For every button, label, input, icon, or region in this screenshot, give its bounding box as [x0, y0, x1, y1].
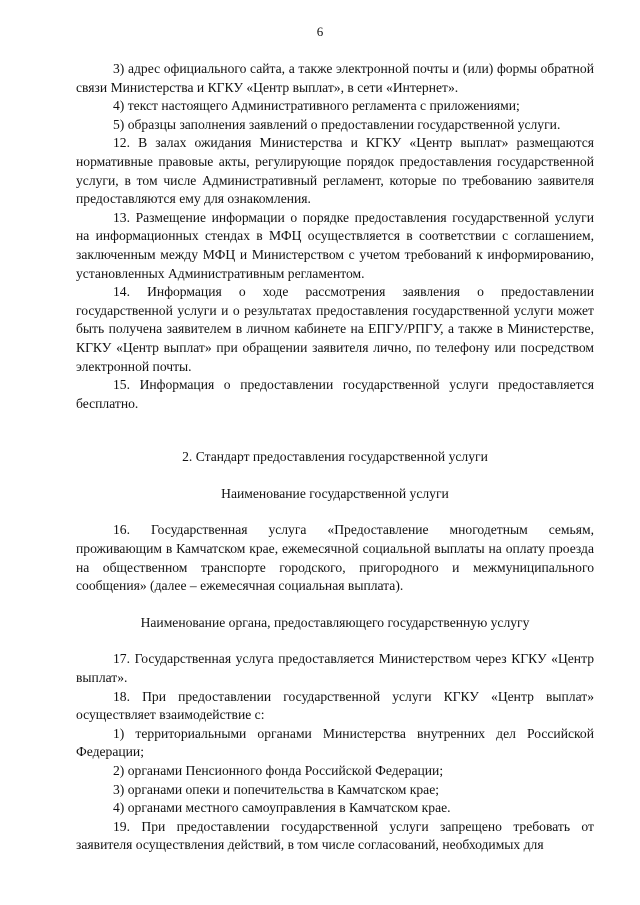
paragraph: 17. Государственная услуга предоставляется Министерством через КГКУ «Центр выплат».	[76, 651, 594, 686]
paragraph: 4) текст настоящего Административного регламента с приложениями;	[113, 98, 520, 114]
paragraph: 1) территориальными органами Министерства внутренних дел Российской Федерации;	[76, 725, 594, 760]
spacer	[76, 467, 594, 485]
paragraph: 14. Информация о ходе рассмотрения заявления о предоставлении государственной услуги и о результатах предоставления государственной услуги может быть получена заявителем в личном кабинете на ЕПГУ/РПГУ, а также в Министерстве, КГКУ «Центр выплат» при обращении заявителя лично, по телефону или посредством электронной почты.	[76, 284, 594, 374]
paragraph: 19. При предоставлении государственной услуги запрещено требовать от заявителя осуществления действий, в том числе согласований, необходимых для	[76, 818, 594, 853]
paragraph: 3) адрес официального сайта, а также электронной почты и (или) формы обратной связи Министерства и КГКУ «Центр выплат», в сети «Интернет».	[76, 61, 594, 95]
paragraph: 15. Информация о предоставлении государственной услуги предоставляется бесплатно.	[76, 377, 594, 411]
paragraph: 13. Размещение информации о порядке предоставления государственной услуги на информационных стендах в МФЦ осуществляется в соответствии с соглашением, заключенным между МФЦ и Министерством с учетом требований к информированию, установленных Административным регламентом.	[76, 209, 594, 281]
paragraph: 12. В залах ожидания Министерства и КГКУ «Центр выплат» размещаются нормативные правовые акты, регулирующие порядок предоставления государственной услуги, в том числе Административный регламент, которые по требованию заявителя предоставляются ему для ознакомления.	[76, 135, 594, 207]
paragraph: 16. Государственная услуга «Предоставление многодетным семьям, проживающим в Камчатском крае, ежемесячной социальной выплаты на оплату проезда на общественном транспорте городского, пригородного и межмуниципального сообщения» (далее – ежемесячная социальная выплата).	[76, 522, 594, 594]
paragraph: 3) органами опеки и попечительства в Камчатском крае;	[113, 781, 440, 797]
spacer	[76, 632, 594, 650]
document-body	[76, 60, 594, 855]
subheading: Наименование органа, предоставляющего государственную услугу	[140, 614, 530, 630]
paragraph: 5) образцы заполнения заявлений о предоставлении государственной услуги.	[113, 116, 561, 132]
paragraph: 18. При предоставлении государственной услуги КГКУ «Центр выплат» осуществляет взаимодействие с:	[76, 688, 594, 723]
paragraph: 2) органами Пенсионного фонда Российской Федерации;	[113, 763, 444, 778]
spacer	[76, 413, 594, 448]
paragraph: 4) органами местного самоуправления в Камчатском крае.	[113, 800, 451, 816]
subheading: Наименование государственной услуги	[221, 485, 449, 501]
page-number: 6	[316, 24, 324, 39]
section-title: 2. Стандарт предоставления государственной услуги	[182, 449, 488, 465]
spacer	[76, 596, 594, 614]
spacer	[76, 503, 594, 521]
